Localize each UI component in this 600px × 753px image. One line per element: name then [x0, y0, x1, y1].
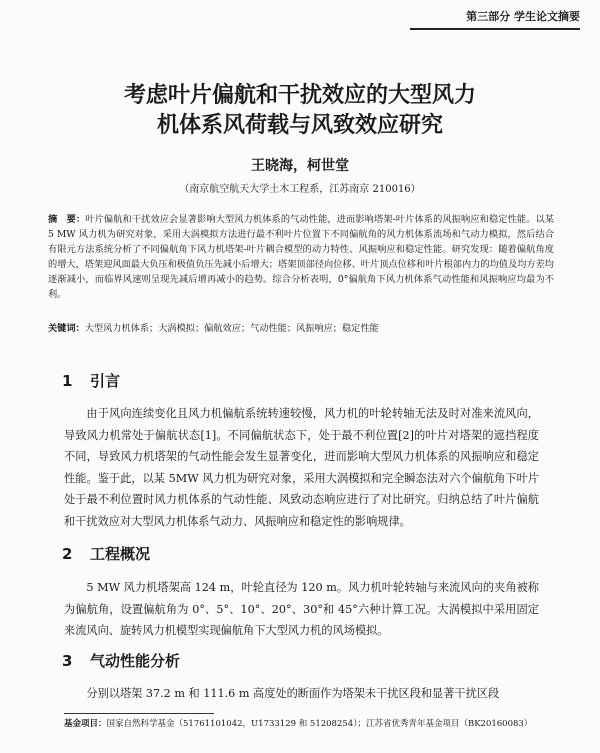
section-3-paragraph: 分别以塔架 37.2 m 和 111.6 m 高度处的断面作为塔架未干扰区段和显著干扰区段: [86, 687, 500, 700]
footnote-label: 基金项目：: [64, 719, 107, 729]
keywords-text: 大型风力机体系；大涡模拟；偏航效应；气动性能；风振响应；稳定性能: [84, 323, 379, 334]
keywords-label: 关键词：: [48, 323, 85, 334]
section-1-paragraph: 由于风向连续变化且风力机偏航系统转速较慢，风力机的叶轮转轴无法及时对准来流风向，导致风力机常处于偏航状态[1]。不同偏航状态下，处于最不利位置[2]的叶片对塔架的遮挡程度不同，导致风力机塔架的气动性能会发生显著变化，进而影响大型风力机体系的风振响应和稳定性能。鉴于此，以某 5MW 风力机为研究对象，采用大涡模拟和完全瞬态法对六个偏航角下叶片处于最不利位置时风力机体系的气动性能、风致动态响应进行了对比研究。归纳总结了叶片偏航和干扰效应对大型风力机体系气动力、风振响应和稳定性的影响规律。: [64, 407, 539, 528]
section-number: 3: [62, 652, 73, 670]
paper-authors: 王晓海，柯世堂: [251, 158, 349, 174]
paper-title-line-1: 考虑叶片偏航和干扰效应的大型风力: [123, 82, 476, 108]
section-heading-2: [62, 543, 150, 564]
section-number: 2: [62, 545, 73, 563]
running-header: [410, 8, 580, 30]
section-number: 1: [62, 372, 73, 390]
abstract-text: 叶片偏航和干扰效应会显著影响大型风力机体系的气动性能，进而影响塔架-叶片体系的风振响应和稳定性能。以某 5 MW 风力机为研究对象，采用大涡模拟方法进行最不利叶片位置下不同偏航角的风力机体系流场和气动力模拟，然后结合有限元方法系统分析了不同偏航角下风力机塔架-叶片耦合模型的动力特性、风振响应和稳定性能。研究发现：随着偏航角度的增大，塔架迎风面最大负压和极值负压先减小后增大；塔架顶部径向位移、叶片顶点位移和叶片根部内力的均值及均方差均逐渐减小，而临界风速则呈现先减后增再减小的趋势。综合分析表明，0°偏航角下风力机体系气动性能和风振响应均最为不利。: [48, 214, 555, 300]
footnote-text: 国家自然科学基金（51761101042，U1733129 和 51208254）；江苏省优秀青年基金项目（BK20160083）: [106, 719, 533, 729]
section-heading-1: [62, 370, 120, 391]
section-title: 气动性能分析: [90, 652, 181, 670]
keywords-block: [48, 321, 554, 336]
section-title: 工程概况: [90, 545, 151, 563]
funding-footnote: [64, 718, 544, 730]
section-title: 引言: [90, 372, 121, 390]
abstract-label: 摘 要：: [48, 214, 86, 225]
paper-affiliation: （南京航空航天大学土木工程系，江苏南京 210016）: [179, 184, 421, 195]
abstract-block: [48, 212, 554, 302]
section-2-paragraph: 5 MW 风力机塔架高 124 m，叶轮直径为 120 m。风力机叶轮转轴与来流风向的夹角被称为偏航角，设置偏航角为 0°、5°、10°、20°、30°和 45°六种计算工况。大涡模拟中采用固定来流风向、旋转风力机模型实现偏航角下大型风力机的风场模拟。: [64, 581, 539, 637]
footnote-divider: [64, 713, 214, 714]
paper-title-line-2: 机体系风荷载与风致效应研究: [156, 112, 443, 138]
section-heading-3: [62, 650, 180, 671]
running-header-label: 第三部分 学生论文摘要: [466, 10, 580, 23]
